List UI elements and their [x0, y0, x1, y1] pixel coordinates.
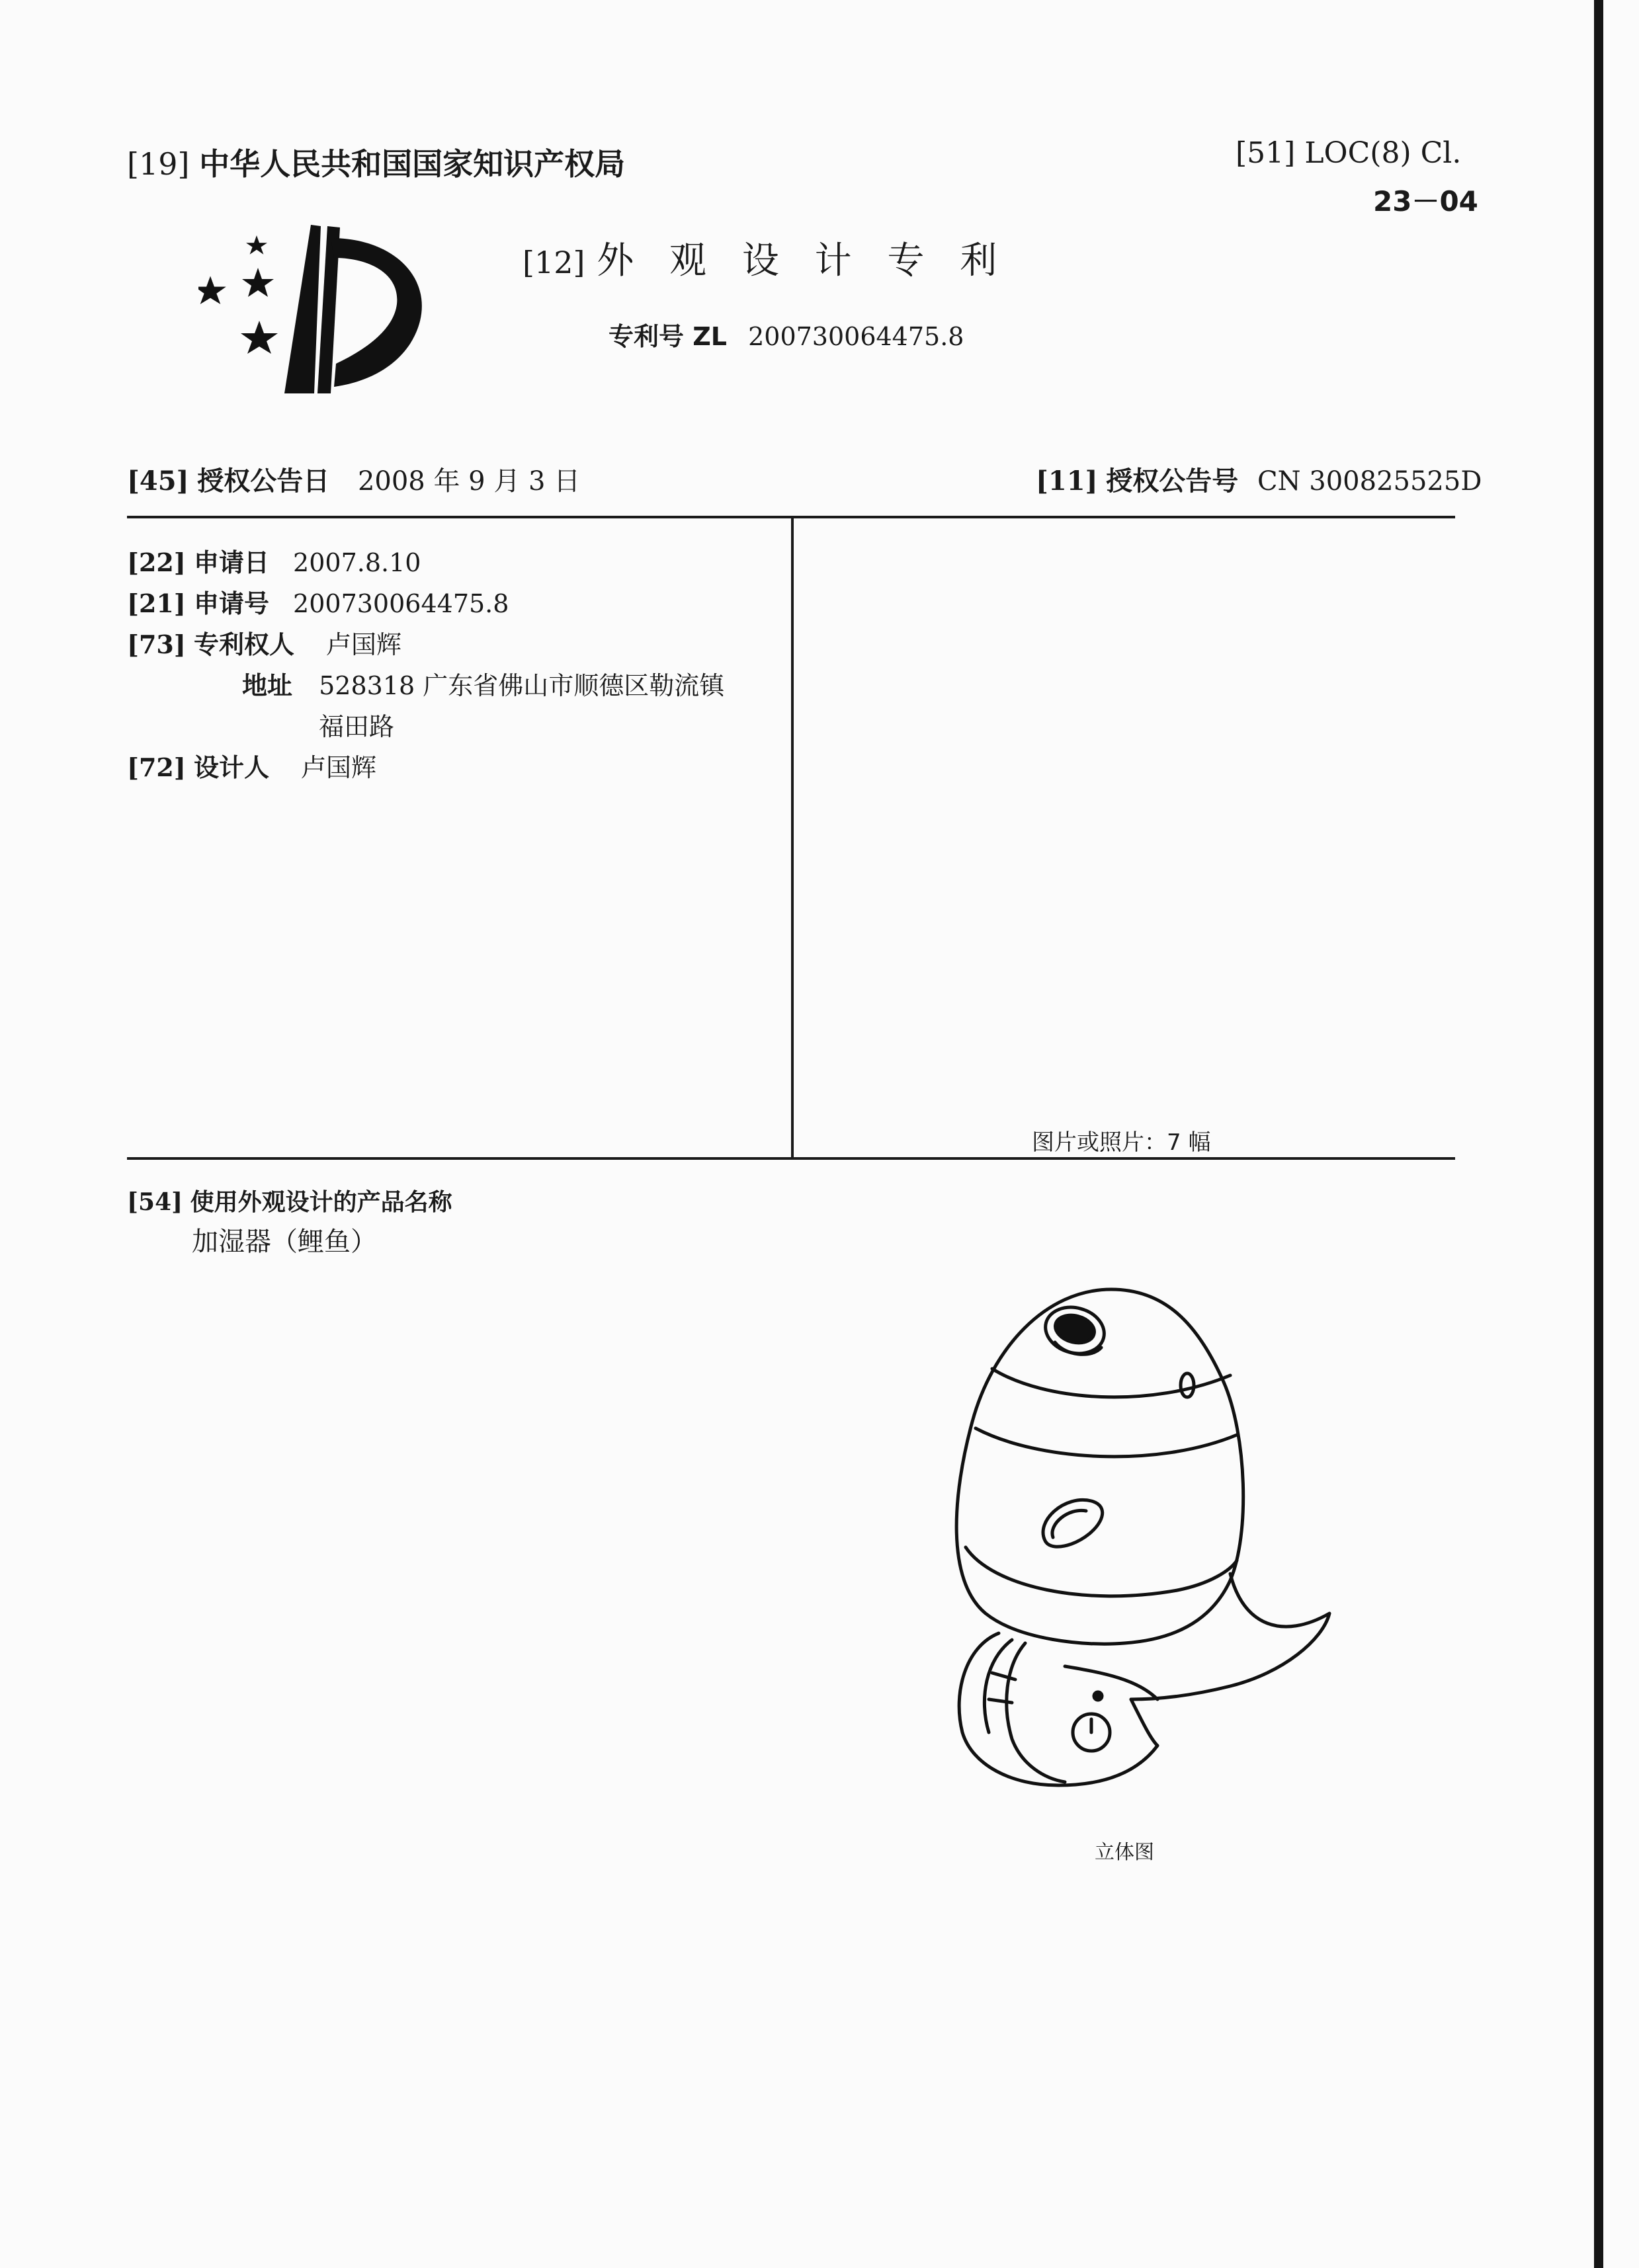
- patentee-label: 专利权人: [193, 630, 294, 659]
- designer-label: 设计人: [193, 753, 269, 782]
- office-line: [127, 140, 625, 184]
- loc-class: 23－04: [1373, 185, 1478, 218]
- patent-number-line: [609, 316, 964, 352]
- loc-line: [1236, 136, 1461, 170]
- application-number-value: 200730064475.8: [293, 589, 509, 618]
- patent-no-label: 专利号 ZL: [609, 322, 727, 351]
- grant-number-line: [1036, 460, 1482, 498]
- address-label: 地址: [242, 671, 293, 700]
- humidifier-carp-drawing-icon: [913, 1270, 1343, 1812]
- filing-date-row: [127, 542, 421, 579]
- middle-rule: [127, 1157, 1455, 1160]
- designer-code: [72]: [127, 752, 186, 782]
- grant-date-value: 2008 年 9 月 3 日: [357, 466, 581, 497]
- application-number-code: [21]: [127, 588, 186, 618]
- office-name: 中华人民共和国国家知识产权局: [199, 146, 626, 182]
- images-count: 图片或照片：7 幅: [1032, 1129, 1211, 1156]
- product-name: 加湿器（鲤鱼）: [192, 1227, 377, 1257]
- address-row: [242, 665, 724, 702]
- address-line-2: 福田路: [319, 712, 395, 741]
- figure-caption: 立体图: [1095, 1841, 1154, 1864]
- product-code: [54]: [127, 1188, 183, 1216]
- column-divider: [791, 517, 794, 1160]
- grant-number-label: 授权公告号: [1106, 466, 1239, 497]
- designer-row: [127, 747, 376, 784]
- product-name-heading: [127, 1184, 452, 1217]
- patentee-row: [127, 624, 401, 661]
- designer-value: 卢国辉: [301, 753, 377, 782]
- office-code: [19]: [127, 146, 190, 182]
- doc-type-code: [12]: [523, 245, 585, 280]
- doc-type-line: [523, 231, 1009, 284]
- grant-number-code: [11]: [1036, 466, 1098, 497]
- patentee-value: 卢国辉: [326, 630, 402, 659]
- application-number-label: 申请号: [193, 589, 269, 618]
- cnipa-emblem-icon: [198, 218, 443, 397]
- product-label: 使用外观设计的产品名称: [190, 1189, 452, 1216]
- filing-date-code: [22]: [127, 547, 186, 577]
- loc-code: [51]: [1236, 136, 1296, 170]
- filing-date-label: 申请日: [193, 548, 269, 577]
- loc-text: LOC(8) Cl.: [1304, 136, 1462, 170]
- filing-date-value: 2007.8.10: [293, 548, 421, 577]
- scan-edge: [1594, 0, 1603, 2268]
- grant-number-value: CN 300825525D: [1257, 466, 1482, 497]
- doc-type-title: 外 观 设 计 专 利: [597, 239, 1009, 282]
- application-number-row: [127, 583, 509, 620]
- patent-no-value: 200730064475.8: [748, 322, 964, 351]
- grant-date-label: 授权公告日: [197, 466, 330, 497]
- patentee-code: [73]: [127, 629, 186, 659]
- grant-date-line: [127, 460, 580, 498]
- address-line-1: 528318 广东省佛山市顺德区勒流镇: [319, 671, 725, 700]
- grant-date-code: [45]: [127, 466, 189, 497]
